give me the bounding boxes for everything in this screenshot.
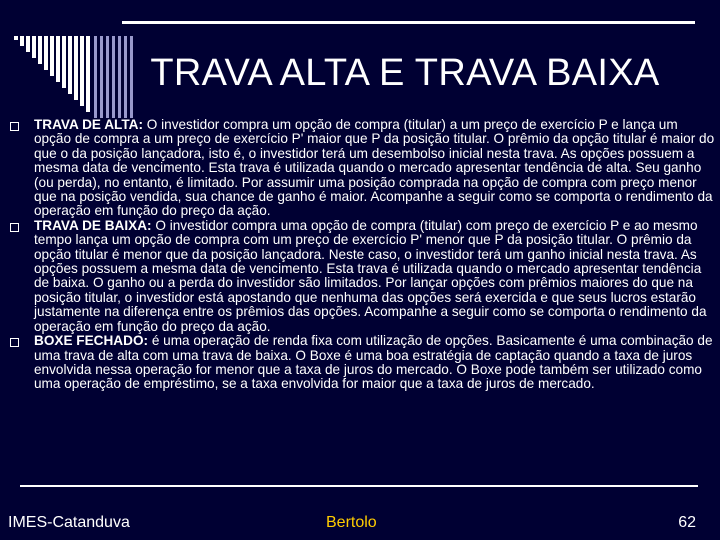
bullet-text: é uma operação de renda fixa com utilização de opções. Basicamente é uma combinação de uma trava de alta com uma trava de baixa. O Boxe é uma boa estratégia de captação quando a taxa de juros envolvida nessa operação for menor que a taxa de juros do mercado. O Boxe pode também ser utilizado como uma operação de empréstimo, se a taxa envolvida for maior que a taxa de juros de mercado. — [34, 333, 713, 392]
hollow-square-bullet-icon — [10, 223, 19, 232]
hollow-square-bullet-icon — [10, 338, 19, 347]
bullet-item-boxe-fechado — [10, 334, 715, 392]
bullet-list — [10, 118, 715, 392]
bullet-body — [34, 333, 713, 391]
bullet-body — [34, 117, 714, 218]
footer-rule — [20, 485, 698, 487]
top-rule — [122, 21, 695, 24]
bullet-body — [34, 218, 707, 334]
footer-institution: IMES-Catanduva — [8, 514, 130, 531]
slide-title: TRAVA ALTA E TRAVA BAIXA — [150, 52, 660, 94]
bullet-text: O investidor compra uma opção de compra (titular) com preço de exercício P e ao mesmo tempo lança um opção de compra com um preço de exercício P' menor que P da posição titular. O prêmio da opção titular é menor que da posição lançadora. Neste caso, o investidor terá um ganho inicial nesta trava. As opções possuem a mesma data de vencimento. Esta trava é utilizada quando o mercado apresentar tendência de baixa. O ganho ou a perda do investidor são limitados. Por lançar opções com prêmios maiores do que na posição titular, o investidor está apostando que nenhuma das opções será exercida e que seus lucros estarão justamente na diferença entre os prêmios das opções. Acompanhe a seguir como se comporta o rendimento da operação em função do preço da ação. — [34, 217, 707, 334]
bullet-text: O investidor compra um opção de compra (titular) a um preço de exercício P e lança um opção de compra a um preço de exercício P' maior que P da posição titular. O prêmio da opção titular é maior do que o da posição lançadora, isto é, o investidor terá um desembolso inicial nesta trava. As opções possuem a mesma data de vencimento. Esta trava é utilizada quando o mercado apresentar tendência de alta. Seu ganho (ou perda), no entanto, é limitado. Por assumir uma posição comprada na opção de compra com preço menor que na posição vendida, sua chance de ganho é maior. Acompanhe a seguir como se comporta o rendimento da operação em função do preço da ação. — [34, 117, 715, 219]
bullet-item-trava-alta — [10, 118, 715, 219]
hollow-square-bullet-icon — [10, 122, 19, 131]
footer-author: Bertolo — [326, 514, 377, 531]
bullet-term: TRAVA DE BAIXA: — [34, 217, 152, 233]
bullet-term: BOXE FECHADO: — [34, 333, 149, 349]
bullet-term: TRAVA DE ALTA: — [34, 117, 143, 132]
bullet-item-trava-baixa — [10, 219, 715, 334]
page-number: 62 — [678, 514, 696, 531]
